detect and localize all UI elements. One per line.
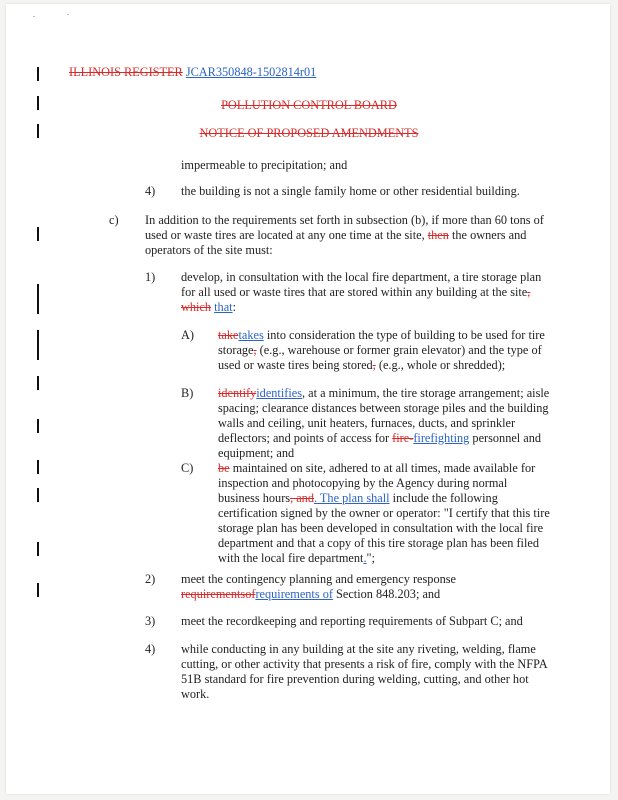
c1-line-1: develop, in consultation with the local fire department, a tire storage plan bbox=[181, 270, 542, 284]
B-line-3: walls and ceiling, unit heaters, furnaces, ducts, and sprinkler bbox=[218, 416, 516, 430]
c1-line-3-end: : bbox=[232, 300, 237, 314]
item4-label: 4) bbox=[145, 184, 156, 198]
A-line-3 bbox=[218, 358, 505, 373]
notice-title-text: NOTICE OF PROPOSED AMENDMENTS bbox=[199, 126, 419, 140]
change-bar bbox=[37, 488, 39, 502]
c2-line-1: meet the contingency planning and emergency response bbox=[181, 572, 456, 586]
change-bar bbox=[37, 376, 39, 390]
C-label: C) bbox=[181, 461, 194, 475]
scan-speck bbox=[67, 14, 69, 15]
c1-line-2-del: , bbox=[527, 285, 531, 299]
change-bar bbox=[37, 284, 39, 314]
C-line-2: inspection and photocopying by the Agency during normal bbox=[218, 476, 508, 490]
change-bar bbox=[37, 460, 39, 474]
c2-line-2 bbox=[181, 587, 440, 602]
C-line-1 bbox=[218, 461, 535, 476]
notice-title bbox=[0, 126, 618, 141]
c4-line-3: 51B standard for fire prevention during welding, cutting, and other hot bbox=[181, 672, 529, 686]
c3-label: 3) bbox=[145, 614, 156, 628]
B-line-1-ins: identifies bbox=[256, 386, 303, 400]
B-line-2: spacing; clearance distances between storage piles and the building bbox=[218, 401, 549, 415]
c-line-2-del: then bbox=[427, 228, 449, 242]
B-line-1-rest: , at a minimum, the tire storage arrangement; aisle bbox=[302, 386, 550, 400]
scan-speck bbox=[33, 16, 35, 17]
change-bar bbox=[37, 542, 39, 556]
C-line-7-a: with the local fire department bbox=[218, 551, 364, 565]
C-line-3-b: include the following bbox=[392, 491, 498, 505]
c1-line-3-ins: that bbox=[214, 300, 233, 314]
C-line-3 bbox=[218, 491, 498, 506]
C-line-6: department and that a copy of this tire storage plan has been filed bbox=[218, 536, 539, 550]
change-bar bbox=[37, 583, 39, 597]
c-line-2-a: used or waste tires are located at any one time at the site, bbox=[145, 228, 425, 242]
C-line-1-del: be bbox=[218, 461, 230, 475]
c-line-2-b: the owners and bbox=[451, 228, 527, 242]
C-line-3-del: , and bbox=[290, 491, 314, 505]
C-line-1-rest: maintained on site, adhered to at all times, made available for bbox=[232, 461, 536, 475]
c2-line-2-ins: requirements of bbox=[255, 587, 333, 601]
A-line-1-ins: takes bbox=[238, 328, 264, 342]
B-line-4-del: fire- bbox=[392, 431, 414, 445]
B-line-4-ins: firefighting bbox=[413, 431, 470, 445]
c4-line-1: while conducting in any building at the site any riveting, welding, flame bbox=[181, 642, 536, 656]
B-line-1 bbox=[218, 386, 549, 401]
A-line-2 bbox=[218, 343, 542, 358]
c1-line-2-a: for all used or waste tires that are stored within any building at the site bbox=[181, 285, 528, 299]
C-line-5: storage plan has been developed in consultation with the local fire bbox=[218, 521, 544, 535]
A-line-2-b: (e.g., warehouse or former grain elevator) and the type of bbox=[259, 343, 542, 357]
board-title bbox=[0, 98, 618, 113]
c4-line-4: work. bbox=[181, 687, 210, 701]
A-line-3-b: (e.g., whole or shredded); bbox=[378, 358, 506, 372]
B-label: B) bbox=[181, 386, 194, 400]
C-line-7 bbox=[218, 551, 375, 566]
c1-line-2 bbox=[181, 285, 530, 300]
C-line-3-a: business hours bbox=[218, 491, 291, 505]
C-line-7-b: "; bbox=[366, 551, 375, 565]
C-line-7-ins: . bbox=[363, 551, 367, 565]
B-line-4-a: deflectors; and points of access for bbox=[218, 431, 390, 445]
A-line-1-del: take bbox=[218, 328, 239, 342]
c-line-3: operators of the site must: bbox=[145, 243, 273, 257]
c3-text: meet the recordkeeping and reporting requirements of Subpart C; and bbox=[181, 614, 523, 628]
register-inserted: JCAR350848-1502814r01 bbox=[185, 65, 317, 79]
item4-text: the building is not a single family home or other residential building. bbox=[181, 184, 520, 198]
A-line-2-a: storage bbox=[218, 343, 254, 357]
B-line-4 bbox=[218, 431, 541, 446]
line-impermeable: impermeable to precipitation; and bbox=[181, 158, 348, 172]
A-label: A) bbox=[181, 328, 194, 342]
register-deleted: ILLINOIS REGISTER bbox=[69, 65, 183, 79]
B-line-4-b: personnel and bbox=[472, 431, 542, 445]
board-title-text: POLLUTION CONTROL BOARD bbox=[221, 98, 397, 112]
c-label: c) bbox=[109, 213, 119, 227]
c-line-1: In addition to the requirements set forth in subsection (b), if more than 60 tons of bbox=[145, 213, 544, 227]
c2-line-2-del: requirementsof bbox=[181, 587, 256, 601]
A-line-1-rest: into consideration the type of building to be used for tire bbox=[266, 328, 545, 342]
c2-line-2-rest: Section 848.203; and bbox=[336, 587, 441, 601]
A-line-3-del: , bbox=[372, 358, 376, 372]
c4-line-2: cutting, or other activity that presents a risk of fire, comply with the NFPA bbox=[181, 657, 548, 671]
B-line-5: equipment; and bbox=[218, 446, 295, 460]
c1-label: 1) bbox=[145, 270, 156, 284]
B-line-1-del: identify bbox=[218, 386, 257, 400]
register-header bbox=[69, 65, 316, 80]
change-bar bbox=[37, 330, 39, 360]
c1-line-3 bbox=[181, 300, 236, 315]
A-line-3-a: used or waste tires being stored bbox=[218, 358, 373, 372]
C-line-3-ins: . The plan shall bbox=[313, 491, 390, 505]
A-line-2-del: , bbox=[253, 343, 257, 357]
A-line-1 bbox=[218, 328, 545, 343]
c1-line-3-del: which bbox=[181, 300, 212, 314]
C-line-4: certification signed by the owner or operator: "I certify that this tire bbox=[218, 506, 550, 520]
c-line-2 bbox=[145, 228, 526, 243]
c2-label: 2) bbox=[145, 572, 156, 586]
change-bar bbox=[37, 419, 39, 433]
change-bar bbox=[37, 67, 39, 81]
c4-label: 4) bbox=[145, 642, 156, 656]
change-bar bbox=[37, 227, 39, 241]
